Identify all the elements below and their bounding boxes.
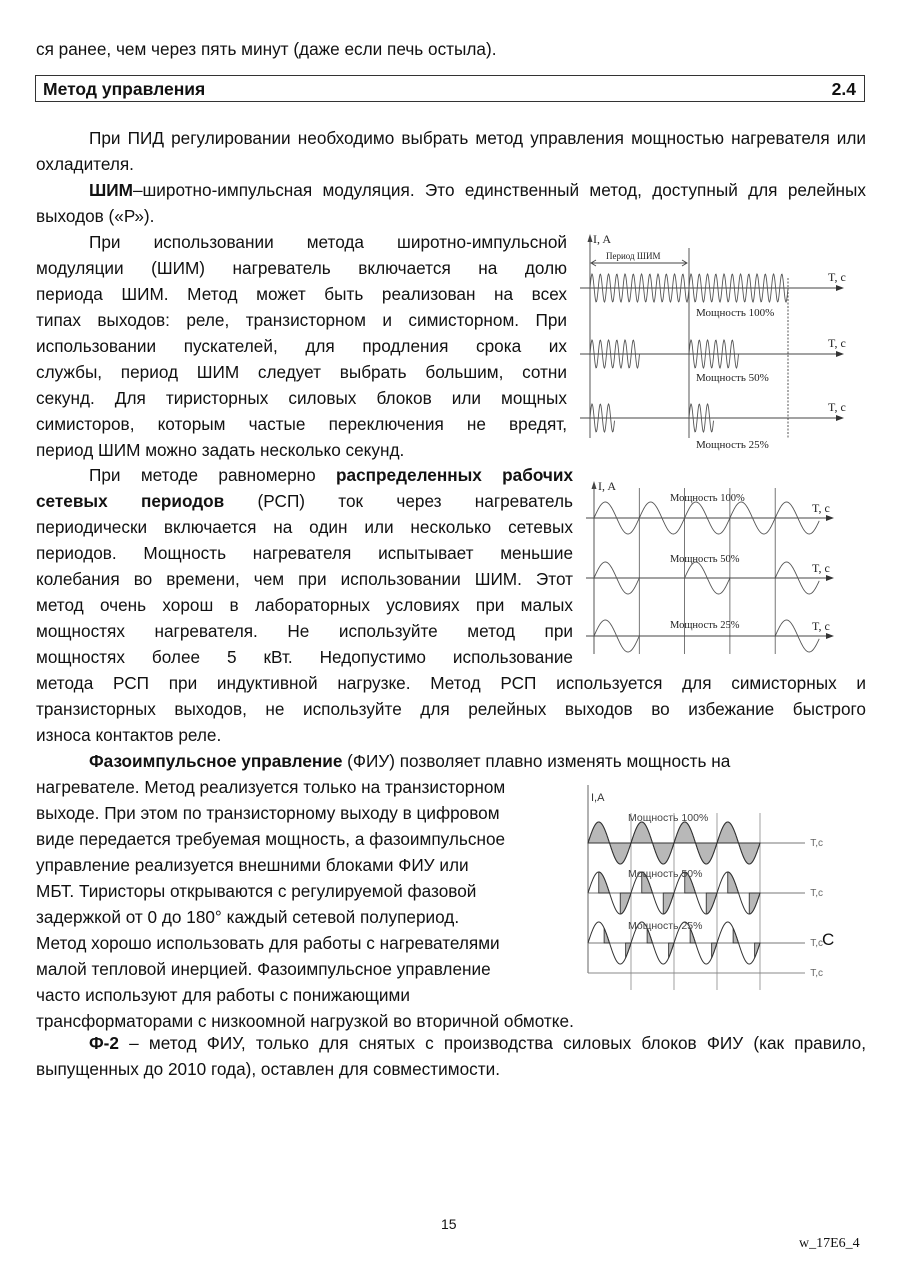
paragraph-text: При ПИД регулировании необходимо выбрать метод управления мощностью нагревателя или охладителя. [36, 128, 866, 174]
y-axis-label: I, A [593, 232, 611, 246]
paragraph-f2 [36, 1030, 866, 1082]
paragraph-pwm-definition [36, 177, 866, 229]
phase-control-diagram [585, 785, 825, 1000]
paragraph-pid-intro [36, 125, 866, 177]
trace-label: Мощность 100% [670, 493, 745, 504]
conduction-area [728, 872, 739, 893]
text-line: мощностях более 5 кВт. Недопустимо использование [36, 647, 573, 667]
time-axis-arrow-icon [826, 633, 834, 639]
section-title: Метод управления [43, 79, 206, 99]
time-axis-arrow-icon [836, 415, 844, 421]
text-line: МБТ. Тиристоры открываются с регулируемой фазовой [36, 881, 477, 901]
paragraph-rsp [36, 462, 573, 670]
text-line: период ШИМ можно задать несколько секунд. [36, 440, 405, 460]
text-line [36, 748, 866, 774]
text-line: виде передается требуемая мощность, а фазоимпульсное [36, 829, 506, 849]
text-line: периодов. Мощность нагревателя испытывает меньшие [36, 543, 573, 563]
text-fragment: (РСП) ток через нагреватель [224, 491, 574, 511]
trace-label: Мощность 50% [628, 868, 703, 880]
time-axis-arrow-icon [836, 351, 844, 357]
trace-label: Мощность 100% [628, 812, 709, 824]
text-line [36, 462, 573, 488]
page-number: 15 [441, 1216, 457, 1232]
conduction-area [620, 893, 631, 914]
text-line: износа контактов реле. [36, 725, 222, 745]
time-axis-label: T, c [812, 501, 830, 515]
term-rsp-2: сетевых периодов [36, 491, 225, 511]
pwm-diagram [578, 228, 863, 460]
y-axis-arrow-icon [592, 481, 597, 489]
text-line: малой тепловой инерцией. Фазоимпульсное управление [36, 959, 491, 979]
intro-line [36, 36, 866, 62]
text-line: управление реализуется внешними блоками ФИУ или [36, 855, 469, 875]
text-line: колебания во времени, чем при использовании ШИМ. Этот [36, 569, 573, 589]
text-line: службы, период ШИМ следует выбрать большим, сотни [36, 362, 567, 382]
time-axis-arrow-icon [826, 575, 834, 581]
text-line: использовании пускателей, для продления срока их [36, 336, 567, 356]
document-code: w_17E6_4 [799, 1236, 860, 1251]
period-label: Период ШИМ [606, 251, 661, 261]
time-axis-arrow-icon [836, 285, 844, 291]
text-line: симисторов, которым частые переключения не вредят, [36, 414, 567, 434]
text-line: нагревателе. Метод реализуется только на транзисторном [36, 777, 506, 797]
y-axis-label: I,A [591, 792, 605, 804]
y-axis-label: I, A [598, 479, 616, 493]
paragraph-rsp-continued [36, 670, 866, 748]
time-axis-label: T, c [828, 336, 846, 350]
time-axis-label: T, c [812, 561, 830, 575]
x-axis-label: T,c [810, 968, 823, 979]
text-fragment: (ФИУ) позволяет плавно изменять мощность на [342, 751, 731, 771]
time-axis-arrow-icon [826, 515, 834, 521]
text-line: При использовании метода широтно-импульсной [89, 232, 567, 252]
text-line: трансформаторами с низкоомной нагрузкой во вторичной обмотке. [36, 1011, 574, 1031]
term-rsp: распределенных рабочих [336, 465, 573, 485]
current-waveform [689, 404, 714, 432]
time-axis-label: T,c [810, 888, 823, 899]
section-header [35, 75, 865, 102]
trace-label: Мощность 50% [696, 372, 769, 384]
time-axis-label: T, c [828, 270, 846, 284]
stray-character: C [822, 930, 835, 949]
conduction-area [663, 893, 674, 914]
trace-label: Мощность 25% [628, 920, 703, 932]
paragraph-pwm-details [36, 229, 567, 463]
trace-label: Мощность 25% [696, 439, 769, 451]
text-line: типах выходов: реле, транзисторном и симисторном. При [36, 310, 567, 330]
time-axis-label: T,c [810, 938, 823, 949]
trace-label: Мощность 100% [696, 307, 775, 319]
trace-label: Мощность 25% [670, 620, 740, 631]
paragraph-text: –широтно-импульсная модуляция. Это единственный метод, доступный для релейных выходов («Р»). [36, 180, 866, 226]
conduction-area [599, 872, 610, 893]
text-line: периода ШИМ. Метод может быть реализован на всех [36, 284, 567, 304]
text-line: транзисторных выходов, не используйте для релейных выходов во избежание быстрого [36, 699, 866, 719]
text-line: метода РСП при индуктивной нагрузке. Метод РСП используется для симисторных и [36, 673, 866, 693]
text-fragment: При методе равномерно [89, 465, 337, 485]
time-axis-label: T, c [812, 619, 830, 633]
rsp-diagram [586, 478, 858, 658]
conduction-area [706, 893, 717, 914]
text-line: метод очень хорош в лабораторных условиях при малых [36, 595, 573, 615]
text-line: выходе. При этом по транзисторному выходу в цифровом [36, 803, 500, 823]
current-waveform [590, 404, 615, 432]
paragraph-text: – метод ФИУ, только для снятых с производства силовых блоков ФИУ (как правило, выпущенных до 2010 года), оставлен для совместимости. [36, 1033, 866, 1079]
section-number: 2.4 [831, 79, 856, 99]
term-f2: Ф-2 [89, 1033, 119, 1053]
conduction-area [749, 893, 760, 914]
text-line: мощностях нагревателя. Не используйте метод при [36, 621, 573, 641]
text-line: задержкой от 0 до 180° каждый сетевой полупериод. [36, 907, 460, 927]
time-axis-label: T, c [828, 400, 846, 414]
y-axis-arrow-icon [588, 234, 593, 242]
intro-text: ся ранее, чем через пять минут (даже если печь остыла). [36, 39, 497, 59]
term-phase-control: Фазоимпульсное управление [89, 751, 343, 771]
text-line: Метод хорошо использовать для работы с нагревателями [36, 933, 500, 953]
text-line: периодически включается на один или несколько сетевых [36, 517, 573, 537]
text-line: модуляции (ШИМ) нагреватель включается на долю [36, 258, 567, 278]
trace-label: Мощность 50% [670, 554, 740, 565]
time-axis-label: T,c [810, 838, 823, 849]
term-pwm: ШИМ [89, 180, 133, 200]
text-line [36, 488, 573, 514]
text-line: часто используют для работы с понижающими [36, 985, 410, 1005]
text-line: секунд. Для тиристорных силовых блоков или мощных [36, 388, 567, 408]
